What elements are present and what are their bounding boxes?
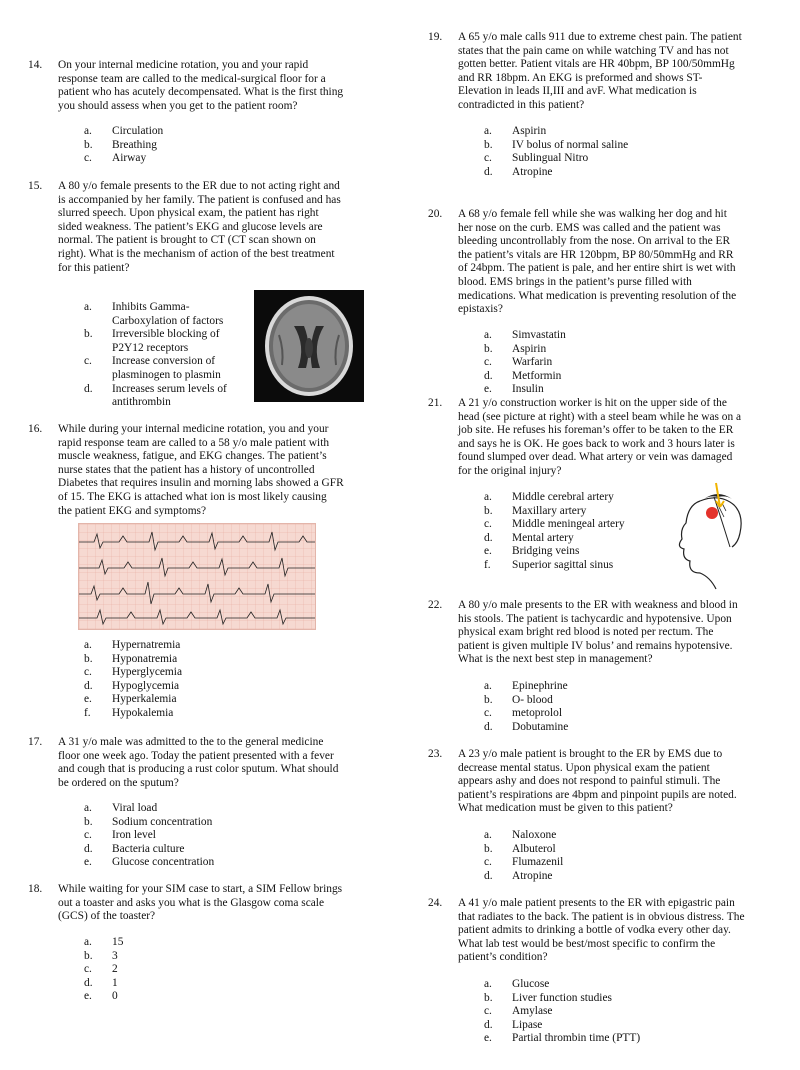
option-letter: b. [484, 693, 493, 706]
option-letter: b. [84, 328, 93, 341]
option-letter: e. [84, 856, 92, 869]
option-letter: e. [484, 383, 492, 396]
option-text: Superior sagittal sinus [512, 558, 614, 571]
option-text: Hyperkalemia [112, 693, 177, 706]
option-letter: c. [484, 856, 492, 869]
option-text: Mental artery [512, 531, 574, 544]
option-letter: b. [484, 842, 493, 855]
question-number: 18. [28, 883, 43, 895]
option-letter: a. [484, 978, 492, 990]
question-number: 21. [428, 397, 443, 409]
option-text: Atropine [512, 869, 553, 882]
option-text: Maxillary artery [512, 504, 587, 517]
question-text: A 80 y/o male presents to the ER with weakness and blood in his stools. The patient is tachycardic and hypotensive. Upon physical exam bright red blood is noted per rectum. The patient is given multiple IV bolus’ and remains hypotensive. What is the next best step in management? [458, 599, 738, 666]
option-text: Carboxylation of factors [112, 314, 224, 327]
option-letter: e. [84, 990, 92, 1003]
option-letter: a. [484, 680, 492, 692]
option-letter: e. [484, 545, 492, 558]
question-text: A 41 y/o male patient presents to the ER with epigastric pain that radiates to the back. The patient is in obvious distress. The patient admits to drinking a bottle of vodka every other day. What lab test would be best/most specific to confirm the patient’s condition? [458, 897, 745, 964]
option-text: Middle meningeal artery [512, 518, 625, 531]
option-letter: c. [484, 707, 492, 720]
option-text: Inhibits Gamma- [112, 301, 190, 313]
option-letter: d. [84, 842, 93, 855]
head-injury-image [660, 481, 760, 591]
question-text: While during your internal medicine rotation, you and your rapid response team are called to a 58 y/o male patient with muscle weakness, fatigue, and EKG changes. The patient’s nurse states that the patient has a history of uncontrolled Diabetes that requires insulin and morning labs showed a GFR of 15. The EKG is attached what ion is most likely causing the patient EKG and symptoms? [58, 423, 344, 517]
option-text: Hyponatremia [112, 652, 178, 665]
option-text: Metformin [512, 369, 562, 382]
option-text: Breathing [112, 138, 157, 151]
option-letter: e. [484, 1032, 492, 1045]
option-text: Middle cerebral artery [512, 491, 614, 503]
question-number: 20. [428, 208, 443, 220]
option-letter: a. [84, 802, 92, 814]
option-letter: a. [84, 936, 92, 948]
option-letter: d. [484, 369, 493, 382]
option-text: Simvastatin [512, 329, 566, 341]
question-number: 15. [28, 180, 43, 192]
option-text: Aspirin [512, 125, 547, 137]
ct-scan-image [254, 290, 364, 402]
ekg-strip-image [78, 523, 316, 630]
option-text: 0 [112, 990, 118, 1003]
option-letter: a. [484, 829, 492, 841]
question-text: While waiting for your SIM case to start, a SIM Fellow brings out a toaster and asks you what is the Glasgow coma scale (GCS) of the toaster? [58, 883, 343, 923]
option-letter: a. [84, 301, 92, 313]
option-letter: c. [84, 355, 92, 368]
option-text: Bacteria culture [112, 842, 185, 855]
option-text: 1 [112, 976, 118, 989]
option-text: Sodium concentration [112, 815, 213, 828]
question-number: 24. [428, 897, 443, 909]
question-text: A 68 y/o female fell while she was walking her dog and hit her nose on the curb. EMS was called and the patient was bleeding uncontrollably from the nose. On arrival to the ER the patient’s vitals are HR 120bpm, BP 80/50mmHg and RR of 24bpm. The patient is pale, and her entire shirt is wet with blood. EMS brings in the patient’s purse filled with medications. What medication is preventing resolution of the epistaxis? [458, 208, 737, 316]
option-text: O- blood [512, 693, 553, 706]
option-text: Partial thrombin time (PTT) [512, 1032, 641, 1045]
option-text: plasminogen to plasmin [112, 368, 221, 381]
option-text: metoprolol [512, 707, 562, 720]
option-letter: a. [84, 639, 92, 651]
option-text: 2 [112, 963, 118, 976]
question-number: 19. [428, 31, 443, 43]
option-text: Iron level [112, 829, 156, 842]
option-letter: c. [484, 356, 492, 369]
option-text: Circulation [112, 125, 164, 137]
option-letter: d. [484, 531, 493, 544]
option-text: Flumazenil [512, 856, 564, 869]
option-text: Epinephrine [512, 680, 568, 692]
question-text: On your internal medicine rotation, you and your rapid response team are called to the medical-surgical floor for a patient who has acutely decompensated. What is the first thing you should assess when you get to the patient room? [58, 59, 344, 112]
question-text: A 80 y/o female presents to the ER due to not acting right and is accompanied by her family. The patient is confused and has slurred speech. Upon physical exam, the patient has right sided weakness. The patient’s EKG and glucose levels are normal. The patient is brought to CT (CT scan shown on right). What is the mechanism of action of the best treatment for this patient? [58, 180, 341, 274]
option-text: Hypoglycemia [112, 679, 180, 692]
option-text: Airway [112, 152, 147, 165]
option-text: P2Y12 receptors [112, 341, 189, 354]
option-letter: c. [484, 518, 492, 531]
option-letter: a. [484, 329, 492, 341]
option-letter: c. [84, 963, 92, 976]
option-letter: f. [484, 558, 491, 571]
option-text: 3 [112, 949, 118, 962]
option-letter: b. [84, 815, 93, 828]
option-letter: b. [84, 652, 93, 665]
option-letter: f. [84, 706, 91, 719]
option-letter: b. [84, 138, 93, 151]
option-letter: d. [84, 976, 93, 989]
question-text: A 23 y/o male patient is brought to the ER by EMS due to decrease mental status. Upon physical exam the patient appears ashy and does not respond to painful stimuli. The patient’s respirations are 4bpm and pinpoint pupils are noted. What medication must be given to this patient? [458, 748, 737, 815]
option-text: Viral load [112, 802, 158, 814]
option-text: Glucose [512, 978, 550, 990]
option-letter: c. [84, 829, 92, 842]
option-letter: c. [484, 152, 492, 165]
option-text: Aspirin [512, 342, 547, 355]
option-letter: b. [484, 504, 493, 517]
question-number: 14. [28, 59, 43, 71]
option-letter: b. [484, 991, 493, 1004]
option-text: Bridging veins [512, 545, 580, 558]
option-letter: c. [84, 152, 92, 165]
option-text: Albuterol [512, 842, 556, 855]
option-text: IV bolus of normal saline [512, 138, 629, 151]
option-text: Glucose concentration [112, 856, 215, 869]
option-text: 15 [112, 936, 124, 948]
option-letter: d. [484, 1018, 493, 1031]
option-text: antithrombin [112, 396, 171, 409]
question-number: 17. [28, 736, 43, 748]
question-text: A 21 y/o construction worker is hit on the upper side of the head (see picture at right) with a steel beam while he was on a job site. He refuses his foreman’s offer to be taken to the ER and says he is OK. He goes back to work and 3 hours later is found slumped over dead. What artery or vein was damaged for the original injury? [458, 397, 742, 477]
option-letter: b. [484, 342, 493, 355]
option-text: Sublingual Nitro [512, 152, 589, 165]
option-text: Hypernatremia [112, 639, 181, 651]
option-letter: d. [484, 165, 493, 178]
option-text: Warfarin [512, 356, 553, 369]
option-text: Increases serum levels of [112, 382, 227, 395]
option-letter: d. [84, 382, 93, 395]
option-text: Naloxone [512, 829, 557, 841]
question-number: 16. [28, 423, 43, 435]
question-number: 22. [428, 599, 443, 611]
option-text: Insulin [512, 383, 544, 396]
option-text: Lipase [512, 1018, 543, 1031]
option-text: Amylase [512, 1005, 553, 1018]
option-text: Hyperglycemia [112, 666, 183, 679]
option-letter: a. [484, 491, 492, 503]
option-letter: c. [484, 1005, 492, 1018]
option-letter: d. [484, 720, 493, 733]
question-text: A 31 y/o male was admitted to the to the general medicine floor one week ago. Today the patient presented with a fever and cough that is producing a rust color sputum. What should be ordered on the sputum? [58, 736, 339, 789]
option-letter: e. [84, 693, 92, 706]
question-number: 23. [428, 748, 443, 760]
option-text: Atropine [512, 165, 553, 178]
option-letter: b. [84, 949, 93, 962]
option-letter: b. [484, 138, 493, 151]
question-text: A 65 y/o male calls 911 due to extreme chest pain. The patient states that the pain came on while watching TV and has not gotten better. Patient vitals are HR 40bpm, BP 100/50mmHg and RR 18bpm. An EKG is preformed and shows ST- Elevation in leads II,III and avF. What medication is contradicted in this patient? [458, 31, 742, 111]
option-text: Increase conversion of [112, 355, 216, 368]
option-letter: d. [84, 679, 93, 692]
option-letter: d. [484, 869, 493, 882]
option-text: Irreversible blocking of [112, 328, 220, 341]
option-text: Liver function studies [512, 991, 612, 1004]
option-letter: a. [484, 125, 492, 137]
option-letter: c. [84, 666, 92, 679]
option-letter: a. [84, 125, 92, 137]
option-text: Dobutamine [512, 720, 569, 733]
option-text: Hypokalemia [112, 706, 174, 719]
